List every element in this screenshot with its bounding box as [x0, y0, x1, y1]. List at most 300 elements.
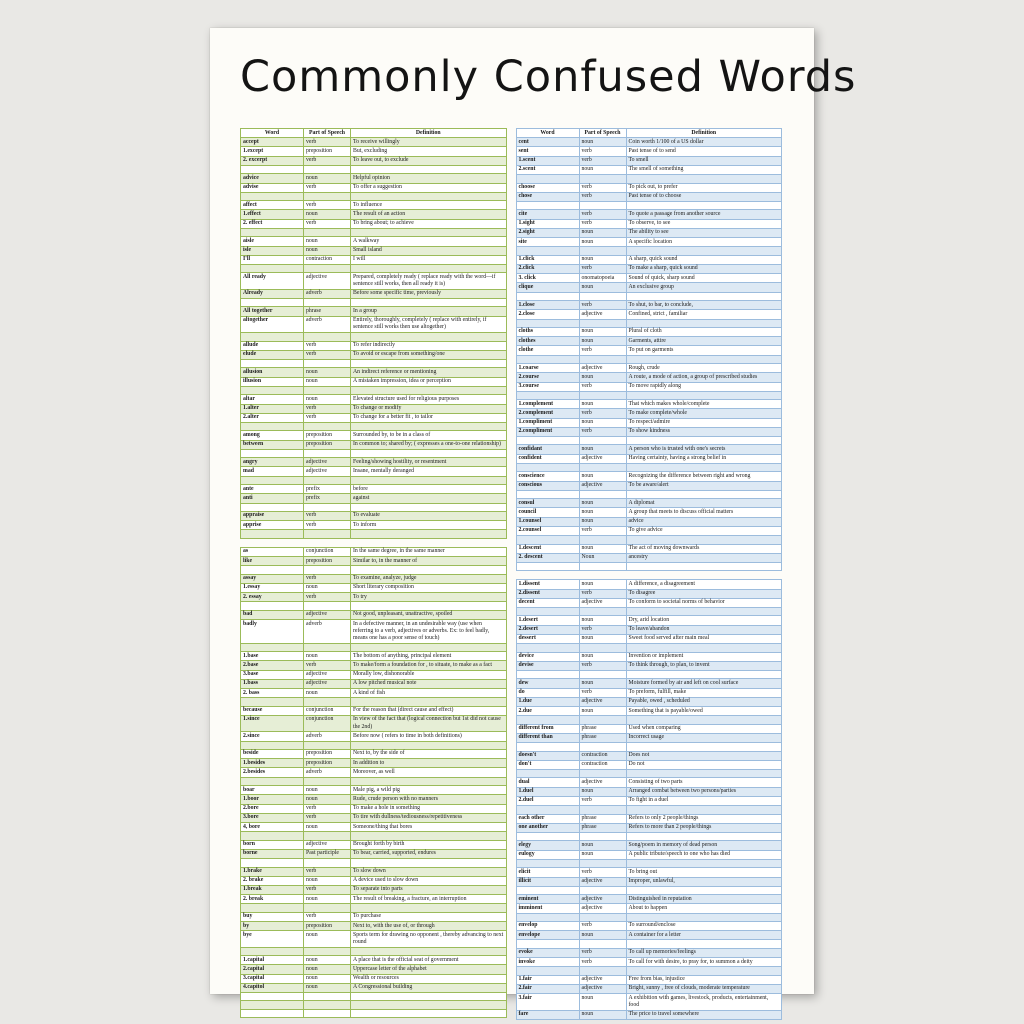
definition-cell: The price to travel somewhere: [628, 1011, 699, 1018]
spacer-row: [241, 698, 506, 706]
word-cell: [241, 265, 304, 272]
part-of-speech-column-header: Part of Speech: [304, 129, 351, 137]
part-of-speech-cell: [304, 742, 351, 749]
word-cell: [517, 940, 580, 947]
table-row: [517, 518, 782, 527]
table-row: [517, 689, 782, 698]
part-of-speech-cell: preposition: [304, 750, 351, 758]
word-cell: as: [241, 548, 304, 556]
part-of-speech-cell: [580, 743, 627, 750]
table-row: [241, 750, 506, 759]
word-cell: eminent: [517, 895, 580, 903]
word-cell: among: [241, 431, 304, 439]
word-cell: [517, 356, 580, 363]
part-of-speech-cell: adjective: [580, 878, 627, 886]
part-of-speech-cell: verb: [304, 521, 351, 529]
definition-cell: [351, 778, 506, 785]
definition-cell: Confined, strict , familiar: [628, 310, 688, 317]
part-of-speech-cell: noun: [304, 877, 351, 885]
word-cell: [241, 1001, 304, 1008]
part-of-speech-cell: [580, 491, 627, 498]
part-of-speech-cell: [304, 166, 351, 173]
definition-cell: [627, 671, 782, 678]
part-of-speech-cell: prefix: [304, 494, 351, 502]
part-of-speech-cell: adverb: [304, 732, 351, 740]
part-of-speech-cell: adverb: [304, 317, 351, 332]
definition-cell: [351, 387, 506, 394]
word-cell: cite: [517, 210, 580, 218]
table-row: [517, 383, 782, 392]
part-of-speech-cell: [304, 1010, 351, 1017]
word-cell: [241, 566, 304, 573]
definition-cell: Recognizing the difference between right and wrong: [628, 472, 751, 479]
definition-cell: [351, 193, 506, 200]
definition-cell: I will: [353, 256, 366, 263]
definition-cell: Refers to only 2 people/things: [628, 815, 699, 822]
word-cell: [241, 193, 304, 200]
part-of-speech-cell: noun: [580, 238, 627, 246]
spacer-row: [517, 914, 782, 922]
part-of-speech-cell: [304, 229, 351, 236]
part-of-speech-cell: verb: [304, 201, 351, 209]
part-of-speech-cell: noun: [304, 368, 351, 376]
table-row: [517, 653, 782, 662]
table-row: [241, 431, 506, 440]
table-row: [241, 368, 506, 377]
word-cell: ante: [241, 485, 304, 493]
definition-cell: Arranged combat between two persons/parties: [628, 788, 737, 795]
spacer-row: [241, 166, 506, 174]
word-cell: angry: [241, 458, 304, 466]
table-row: [517, 904, 782, 913]
table-row: [241, 548, 506, 557]
word-cell: eulogy: [517, 851, 580, 859]
table-row: [241, 716, 506, 732]
part-of-speech-cell: contraction: [304, 256, 351, 264]
definition-cell: To preform, fulfill, make: [628, 689, 687, 696]
definition-cell: A route, a mode of action, a group of prescribed studies: [628, 373, 758, 380]
table-row: [517, 878, 782, 887]
part-of-speech-cell: verb: [304, 138, 351, 146]
table-row: [241, 512, 506, 521]
word-cell: 2. brake: [241, 877, 304, 885]
definition-cell: To bear, carried, supported, endures: [353, 850, 436, 857]
part-of-speech-cell: noun: [580, 166, 627, 174]
definition-cell: Dry, arid location: [628, 616, 670, 623]
word-cell: 1.brake: [241, 868, 304, 876]
spacer-row: [517, 491, 782, 499]
definition-cell: Small island: [353, 247, 382, 254]
definition-cell: A specific location: [628, 238, 672, 245]
definition-cell: Song/poem in memory of dead person: [628, 841, 718, 848]
table-row: [517, 337, 782, 346]
definition-cell: To change or modify: [353, 405, 402, 412]
part-of-speech-cell: noun: [580, 400, 627, 408]
definition-cell: [351, 566, 506, 573]
definition-cell: Morally low, dishonorable: [353, 671, 415, 678]
definition-cell: Brought forth by birth: [353, 841, 405, 848]
word-cell: illicit: [517, 878, 580, 886]
definition-cell: [351, 904, 506, 911]
part-of-speech-cell: verb: [580, 383, 627, 391]
part-of-speech-cell: verb: [304, 405, 351, 413]
definition-cell: Elevated structure used for religious purposes: [353, 395, 460, 402]
definition-cell: Insane, mentally deranged: [353, 467, 415, 474]
definition-cell: To bring out: [628, 868, 658, 875]
word-cell: different than: [517, 734, 580, 742]
confused-words-table-right-top: [516, 128, 783, 571]
table-row: [241, 620, 506, 644]
table-row: [517, 734, 782, 743]
word-cell: [517, 320, 580, 327]
word-cell: dual: [517, 778, 580, 786]
spacer-row: [241, 333, 506, 341]
word-cell: elude: [241, 351, 304, 359]
table-row: [517, 1011, 782, 1019]
table-row: [241, 732, 506, 741]
definition-column-header: Definition: [691, 129, 717, 136]
definition-cell: A exhibition with games, livestock, products, entertainment, food: [628, 994, 769, 1008]
part-of-speech-cell: verb: [304, 342, 351, 350]
confused-words-table-left-bottom: [240, 547, 507, 1018]
definition-cell: An exclusive group: [628, 283, 674, 290]
part-of-speech-cell: [580, 887, 627, 894]
definition-cell: Rough, crude: [628, 364, 660, 371]
definition-cell: Prepared, completely ready ( replace ready with the word—if sentence still works, then all ready it is): [353, 273, 496, 288]
table-row: [517, 698, 782, 707]
definition-cell: Something that is payable/owed: [628, 707, 703, 714]
table-row: [517, 679, 782, 688]
definition-cell: But, excluding: [353, 147, 388, 154]
table-row: [241, 680, 506, 689]
definition-cell: [351, 993, 506, 1000]
word-cell: don't: [517, 761, 580, 769]
spacer-row: [241, 193, 506, 201]
word-cell: isle: [241, 247, 304, 255]
table-row: [517, 428, 782, 437]
part-of-speech-cell: noun: [580, 283, 627, 291]
part-of-speech-cell: noun: [304, 395, 351, 403]
word-cell: one another: [517, 824, 580, 832]
table-row: [517, 409, 782, 418]
word-cell: 2. effect: [241, 220, 304, 228]
definition-cell: Having certainty, having a strong belief in: [628, 455, 727, 462]
definition-cell: To evaluate: [353, 512, 380, 519]
definition-cell: To slow down: [353, 868, 386, 874]
word-cell: [241, 948, 304, 955]
table-row: [241, 237, 506, 246]
word-cell: envelop: [517, 922, 580, 930]
part-of-speech-cell: noun: [580, 580, 627, 588]
definition-cell: To move rapidly along: [628, 383, 682, 389]
part-of-speech-cell: verb: [304, 575, 351, 583]
spacer-row: [517, 671, 782, 679]
part-of-speech-cell: [580, 940, 627, 947]
definition-cell: A device used to slow down: [353, 877, 419, 884]
part-of-speech-cell: onomatopoeia: [580, 274, 627, 282]
table-row: [517, 274, 782, 283]
definition-cell: To shut, to bar, to conclude,: [628, 301, 693, 308]
definition-cell: [627, 293, 782, 300]
word-cell: do: [517, 689, 580, 697]
word-cell: 4, bore: [241, 823, 304, 831]
definition-cell: The bottom of anything, principal element: [353, 652, 452, 659]
definition-cell: Sweet food served after main meal: [628, 635, 710, 642]
part-of-speech-cell: noun: [304, 247, 351, 255]
word-cell: illusion: [241, 378, 304, 386]
part-of-speech-cell: [580, 464, 627, 471]
definition-cell: A public tribute/speech to one who has died: [628, 851, 731, 858]
part-of-speech-cell: [304, 299, 351, 306]
word-cell: 2.bore: [241, 805, 304, 813]
table-row: [241, 351, 506, 360]
definition-cell: In a group: [353, 307, 377, 314]
definition-cell: To receive willingly: [353, 138, 400, 145]
part-of-speech-cell: verb: [580, 210, 627, 218]
definition-cell: [627, 392, 782, 399]
table-row: [517, 328, 782, 337]
definition-cell: To make a hole in something: [353, 805, 421, 812]
table-row: [241, 441, 506, 450]
table-row: [241, 485, 506, 494]
confused-words-table-left-top: [240, 128, 507, 539]
definition-cell: Invention or implement: [628, 653, 684, 660]
word-cell: 1.capital: [241, 956, 304, 964]
part-of-speech-cell: [304, 698, 351, 705]
word-cell: [241, 859, 304, 866]
table-row: [241, 557, 506, 566]
definition-cell: In the same degree, in the same manner: [353, 548, 445, 555]
part-of-speech-cell: noun: [580, 138, 627, 146]
part-of-speech-cell: adjective: [304, 611, 351, 619]
part-of-speech-cell: verb: [304, 157, 351, 165]
part-of-speech-cell: adjective: [580, 599, 627, 607]
part-of-speech-cell: adjective: [580, 455, 627, 463]
table-row: [241, 210, 506, 219]
word-cell: [241, 904, 304, 911]
spacer-row: [517, 887, 782, 895]
part-of-speech-cell: noun: [304, 965, 351, 973]
definition-cell: [351, 1010, 506, 1017]
right-column: [516, 128, 783, 1020]
word-cell: advice: [241, 174, 304, 182]
table-row: [517, 265, 782, 274]
word-cell: invoke: [517, 958, 580, 966]
part-of-speech-cell: contraction: [580, 761, 627, 769]
definition-cell: Bright, sunny , free of clouds, moderate temperature: [628, 985, 750, 992]
definition-cell: To be aware/alert: [628, 482, 669, 489]
definition-cell: Do not: [628, 761, 645, 768]
word-cell: 1.desert: [517, 616, 580, 624]
word-cell: elegy: [517, 841, 580, 849]
word-cell: 1.effect: [241, 210, 304, 218]
part-of-speech-cell: noun: [580, 472, 627, 480]
table-row: [241, 184, 506, 193]
word-cell: dessert: [517, 635, 580, 643]
definition-cell: The result of an action: [353, 210, 406, 217]
word-cell: anti: [241, 494, 304, 502]
part-of-speech-cell: [580, 392, 627, 399]
word-cell: 1.sight: [517, 220, 580, 228]
part-of-speech-cell: verb: [580, 265, 627, 273]
table-row: [517, 445, 782, 454]
definition-cell: To give advice: [628, 527, 663, 534]
definition-cell: To make complete/whole: [628, 409, 688, 416]
table-row: [517, 283, 782, 292]
spacer-row: [517, 608, 782, 616]
spacer-row: [241, 360, 506, 368]
table-row: [241, 868, 506, 877]
part-of-speech-cell: noun: [304, 895, 351, 903]
part-of-speech-cell: adverb: [304, 768, 351, 776]
table-row: [241, 984, 506, 993]
part-of-speech-cell: verb: [580, 949, 627, 957]
definition-cell: Distinguished in reputation: [628, 895, 692, 902]
word-cell: Already: [241, 290, 304, 298]
definition-cell: About to happen: [628, 904, 668, 911]
spacer-row: [517, 716, 782, 724]
part-of-speech-cell: noun: [304, 931, 351, 946]
part-of-speech-cell: verb: [304, 886, 351, 894]
spacer-row: [517, 770, 782, 778]
word-cell: [517, 770, 580, 777]
word-cell: 1.descent: [517, 545, 580, 553]
spacer-row: [241, 778, 506, 786]
part-of-speech-cell: [580, 536, 627, 543]
part-of-speech-cell: adjective: [580, 698, 627, 706]
word-cell: 3.course: [517, 383, 580, 391]
word-cell: doesn't: [517, 752, 580, 760]
table-row: [241, 201, 506, 210]
word-cell: elicit: [517, 868, 580, 876]
definition-cell: Similar to, in the manner of: [353, 557, 418, 564]
part-of-speech-cell: [304, 423, 351, 430]
word-cell: conscience: [517, 472, 580, 480]
spacer-row: [241, 504, 506, 512]
part-of-speech-cell: [580, 175, 627, 182]
part-of-speech-cell: noun: [580, 373, 627, 381]
table-row: [241, 290, 506, 299]
definition-cell: To leave/abandon: [628, 626, 670, 633]
part-of-speech-cell: adjective: [304, 273, 351, 288]
word-cell: 1.boor: [241, 795, 304, 803]
part-of-speech-cell: [304, 859, 351, 866]
definition-cell: Feeling/showing hostility, or resentment: [353, 458, 447, 465]
word-cell: 2.complement: [517, 409, 580, 417]
definition-cell: Incorrect usage: [628, 734, 665, 741]
word-cell: 2.desert: [517, 626, 580, 634]
spacer-row: [517, 356, 782, 364]
table-row: [517, 868, 782, 877]
word-cell: site: [517, 238, 580, 246]
definition-cell: ancestry: [628, 554, 648, 561]
part-of-speech-cell: noun: [304, 956, 351, 964]
part-of-speech-cell: [580, 563, 627, 570]
word-cell: 1.coarse: [517, 364, 580, 372]
spacer-row: [241, 477, 506, 485]
table-row: [241, 247, 506, 256]
table-row: [241, 220, 506, 229]
table-row: [241, 823, 506, 832]
part-of-speech-cell: Noun: [580, 554, 627, 562]
word-cell: altogether: [241, 317, 304, 332]
part-of-speech-cell: [580, 644, 627, 651]
part-of-speech-cell: adjective: [304, 671, 351, 679]
definition-cell: The act of moving downwards: [628, 545, 700, 551]
word-cell: 2.close: [517, 310, 580, 318]
word-cell: council: [517, 508, 580, 516]
definition-cell: [351, 265, 506, 272]
word-cell: 1.compliment: [517, 419, 580, 427]
part-of-speech-cell: preposition: [304, 759, 351, 767]
poster: [210, 28, 857, 1018]
part-of-speech-cell: [580, 860, 627, 867]
table-row: [517, 157, 782, 166]
spacer-row: [517, 320, 782, 328]
word-cell: 1.complement: [517, 400, 580, 408]
table-row: [241, 931, 506, 947]
definition-cell: [351, 504, 506, 511]
table-row: [241, 805, 506, 814]
word-cell: conscious: [517, 482, 580, 490]
spacer-row: [517, 644, 782, 652]
part-of-speech-cell: [304, 387, 351, 394]
definition-cell: Short literary composition: [353, 584, 414, 591]
definition-cell: To quote a passage from another source: [628, 210, 721, 217]
table-row: [241, 521, 506, 530]
word-cell: dew: [517, 679, 580, 687]
word-cell: 1.since: [241, 716, 304, 731]
table-row: [517, 662, 782, 671]
spacer-row: [517, 833, 782, 841]
part-of-speech-cell: adjective: [580, 895, 627, 903]
spacer-row: [241, 859, 506, 867]
definition-cell: That which makes whole/complete: [628, 400, 710, 407]
word-cell: [241, 387, 304, 394]
word-cell: 1.click: [517, 256, 580, 264]
table-row: [517, 229, 782, 238]
part-of-speech-cell: [580, 437, 627, 444]
table-row: [241, 814, 506, 823]
definition-cell: To refer indirectly: [353, 342, 396, 349]
part-of-speech-cell: verb: [580, 157, 627, 165]
definition-column-header: Definition: [415, 129, 441, 136]
spacer-row: [241, 644, 506, 652]
definition-cell: For the reason that (direct cause and effect): [353, 707, 454, 714]
definition-cell: [627, 437, 782, 444]
definition-cell: Garments, attire: [628, 337, 666, 344]
part-of-speech-cell: conjunction: [304, 707, 351, 715]
definition-cell: In common to; shared by; ( expresses a one-to-one relationship): [353, 441, 501, 448]
definition-cell: [351, 859, 506, 866]
definition-cell: To put on garments: [628, 346, 674, 353]
definition-cell: A walkway: [353, 237, 380, 244]
table-header-row: [241, 129, 506, 138]
table-row: [517, 310, 782, 319]
word-cell: 2.counsel: [517, 527, 580, 535]
definition-cell: Sports term for drawing no opponent , thereby advancing to next round: [353, 931, 504, 946]
table-row: [517, 922, 782, 931]
definition-cell: [627, 860, 782, 867]
part-of-speech-cell: noun: [580, 841, 627, 849]
table-row: [241, 317, 506, 333]
spacer-row: [517, 940, 782, 948]
spacer-row: [517, 806, 782, 814]
part-of-speech-cell: [580, 671, 627, 678]
part-of-speech-cell: adjective: [580, 482, 627, 490]
word-cell: 1.alter: [241, 405, 304, 413]
definition-cell: To call for with desire, to pray for, to summon a deity: [628, 958, 753, 965]
